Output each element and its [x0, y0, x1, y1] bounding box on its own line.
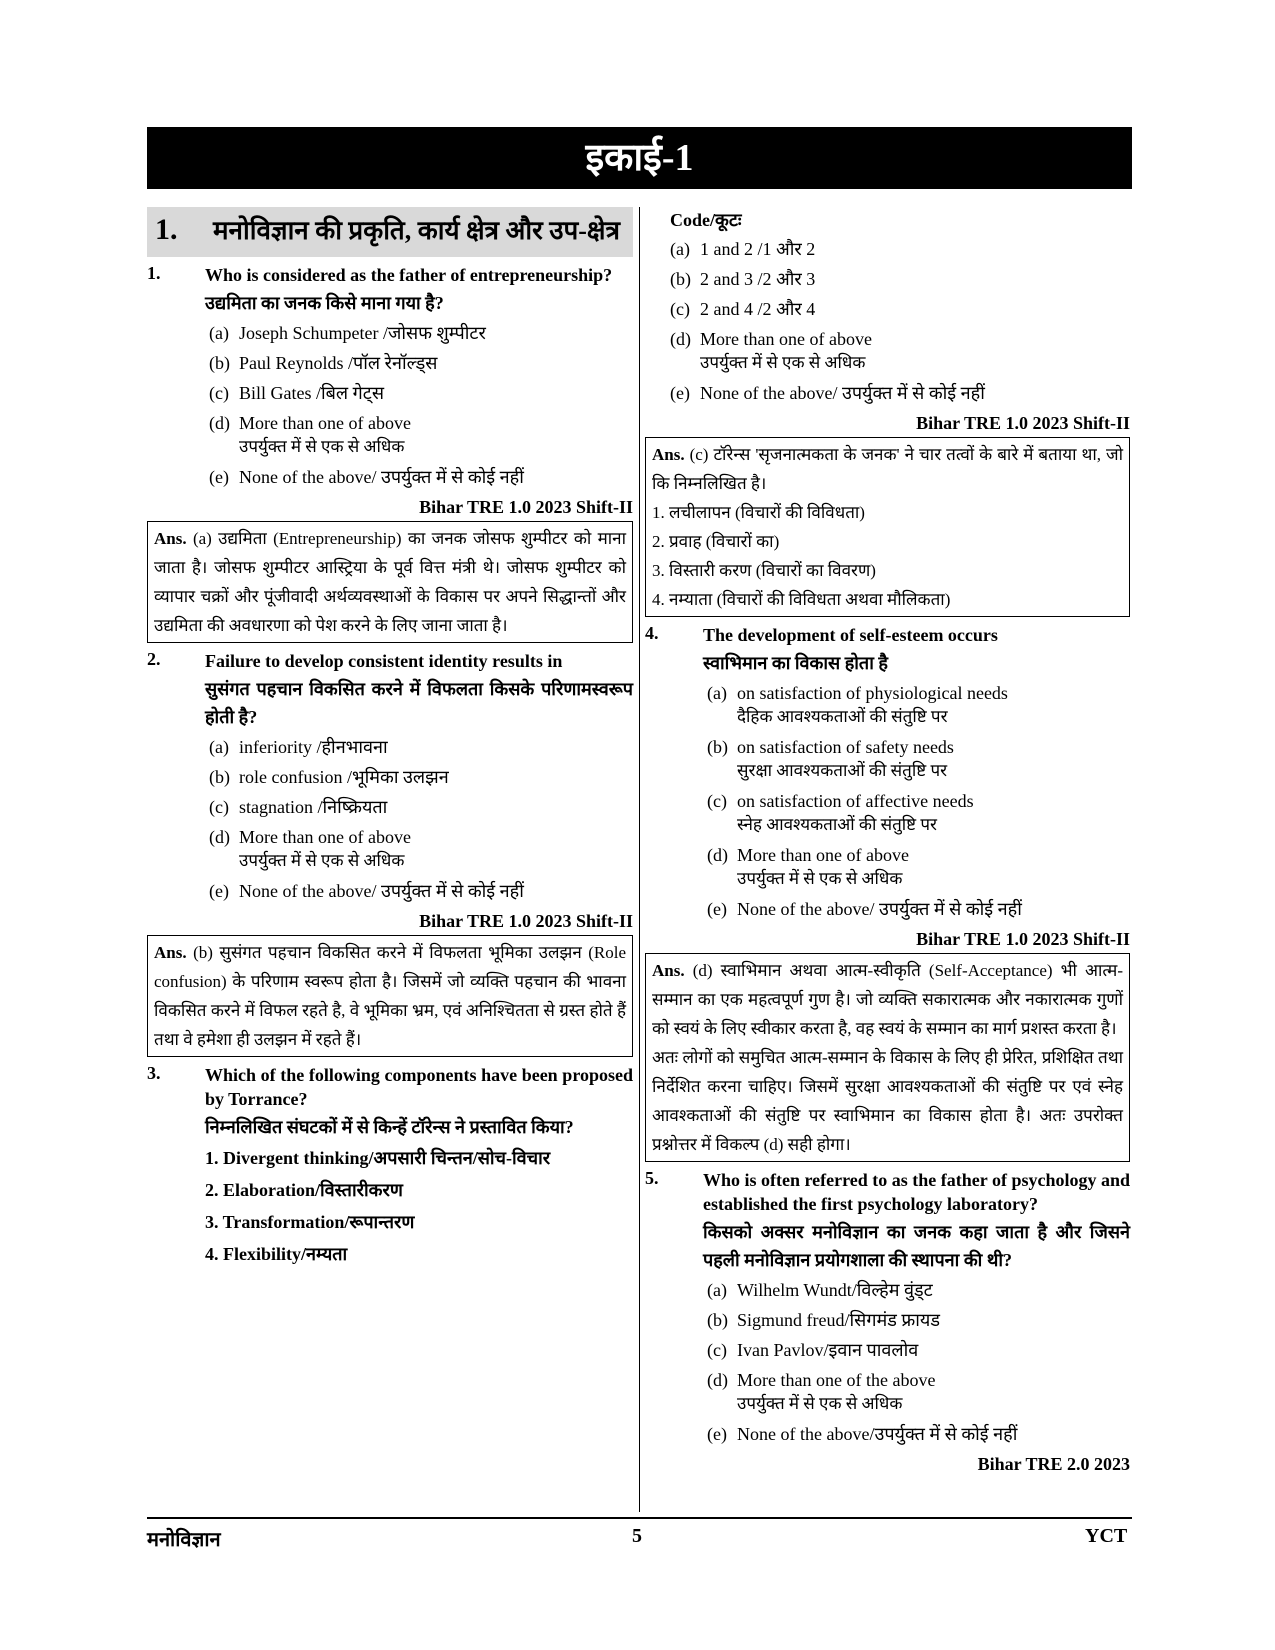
option-text: None of the above/ उपर्युक्त में से कोई नहीं	[737, 899, 1022, 919]
statement-list	[205, 1143, 633, 1269]
option-d	[209, 825, 633, 873]
options-list	[707, 1278, 1130, 1446]
option-subtext: स्नेह आवश्यकताओं की संतुष्टि पर	[737, 815, 937, 834]
option-label: (e)	[707, 899, 727, 919]
option-text: More than one of above	[700, 329, 872, 349]
option-subtext: उपर्युक्त में से एक से अधिक	[239, 851, 405, 870]
option-text: None of the above/ उपर्युक्त में से कोई नहीं	[700, 383, 985, 403]
option-c	[209, 795, 633, 819]
question-source: Bihar TRE 2.0 2023	[977, 1454, 1130, 1474]
answer-text: (c) टॉरेन्स 'सृजनात्मकता के जनक' ने चार तत्वों के बारे में बताया था, जो कि निम्नलिखित है।	[652, 445, 1123, 493]
answer-label: Ans.	[652, 445, 685, 464]
option-text: None of the above/उपर्युक्त में से कोई नहीं	[737, 1424, 1018, 1444]
footer-rule	[147, 1517, 1132, 1519]
unit-banner: इकाई-1	[147, 127, 1132, 189]
question-text-hi: सुसंगत पहचान विकसित करने में विफलता किसके परिणामस्वरूप होती है?	[205, 679, 633, 727]
answer-paragraph: अतः लोगों को समुचित आत्म-सम्मान के विकास के लिए ही प्रेरित, प्रशिक्षित तथा निर्देशित करना चाहिए। जिसमें सुरक्षा आवश्यकताओं की संतुष्टि पर एवं स्नेह आवश्कताओं की संतुष्टि पर स्वाभिमान का विकास होता है। अतः उपरोक्त प्रश्नोत्तर में विकल्प (d) सही होगा।	[652, 1048, 1123, 1154]
question-3	[147, 1063, 633, 1141]
page-number: 5	[632, 1525, 642, 1547]
option-subtext: दैहिक आवश्यकताओं की संतुष्टि पर	[737, 707, 948, 726]
option-text: Joseph Schumpeter /जोसफ शुम्पीटर	[239, 323, 486, 343]
option-c	[707, 789, 1130, 837]
option-label: (e)	[209, 881, 229, 901]
option-text: 2 and 4 /2 और 4	[700, 299, 816, 319]
question-source: Bihar TRE 1.0 2023 Shift-II	[419, 497, 633, 517]
option-label: (c)	[209, 383, 229, 403]
footer-subject: मनोविज्ञान	[147, 1529, 221, 1551]
option-text: None of the above/ उपर्युक्त में से कोई नहीं	[239, 467, 524, 487]
option-label: (c)	[707, 791, 727, 811]
answer-line: 2. प्रवाह (विचारों का)	[652, 532, 780, 551]
options-list	[209, 321, 633, 489]
question-2	[147, 649, 633, 731]
option-e	[209, 465, 633, 489]
column-divider	[639, 207, 640, 1512]
options-list	[209, 735, 633, 903]
option-label: (b)	[707, 737, 728, 757]
answer-text: (b) सुसंगत पहचान विकसित करने में विफलता भूमिका उलझन (Role confusion) के परिणाम स्वरूप होता है। जिसमें जो व्यक्ति पहचान की भावना विकसित करने में विफल रहते है, वे भूमिका भ्रम, एवं अनिश्चितता से ग्रस्त होते हैं तथा वे हमेशा ही उलझन में रहते हैं।	[154, 943, 627, 1049]
option-label: (a)	[670, 239, 690, 259]
option-b	[707, 1308, 1130, 1332]
option-text: Wilhelm Wundt/विल्हेम वुंड्ट	[737, 1280, 933, 1300]
question-text-hi: निम्नलिखित संघटकों में से किन्हें टॉरेन्स ने प्रस्तावित किया?	[205, 1117, 574, 1137]
option-label: (b)	[707, 1310, 728, 1330]
option-label: (d)	[707, 1370, 728, 1390]
answer-line: 1. लचीलापन (विचारों की विविधता)	[652, 503, 865, 522]
option-d	[209, 411, 633, 459]
option-a	[209, 735, 633, 759]
footer-publisher: YCT	[1085, 1525, 1128, 1547]
answer-box	[147, 521, 633, 643]
option-e	[209, 879, 633, 903]
option-b	[670, 267, 1130, 291]
option-text: inferiority /हीनभावना	[239, 737, 388, 757]
section-number: 1.	[155, 213, 178, 246]
question-number: 3.	[147, 1063, 161, 1083]
question-source: Bihar TRE 1.0 2023 Shift-II	[419, 911, 633, 931]
answer-label: Ans.	[652, 961, 685, 980]
option-label: (a)	[209, 323, 229, 343]
option-text: 1 and 2 /1 और 2	[700, 239, 816, 259]
option-label: (e)	[209, 467, 229, 487]
option-label: (a)	[707, 683, 727, 703]
statement-item: 2. Elaboration/विस्तारीकरण	[205, 1180, 403, 1200]
option-text: 2 and 3 /2 और 3	[700, 269, 816, 289]
question-1	[147, 263, 633, 317]
option-c	[670, 297, 1130, 321]
option-text: on satisfaction of affective needs	[737, 791, 974, 811]
question-text-en: Who is considered as the father of entrepreneurship?	[205, 265, 613, 285]
answer-label: Ans.	[154, 529, 187, 548]
question-text-en: The development of self-esteem occurs	[703, 625, 998, 645]
option-text: More than one of above	[737, 845, 909, 865]
question-number: 1.	[147, 263, 161, 283]
option-d	[707, 843, 1130, 891]
option-c	[707, 1338, 1130, 1362]
option-label: (d)	[670, 329, 691, 349]
question-text-en: Failure to develop consistent identity results in	[205, 651, 563, 671]
answer-line: 4. नम्याता (विचारों की विविधता अथवा मौलिकता)	[652, 590, 951, 609]
option-label: (c)	[670, 299, 690, 319]
option-c	[209, 381, 633, 405]
option-subtext: उपर्युक्त में से एक से अधिक	[239, 437, 405, 456]
option-a	[707, 1278, 1130, 1302]
option-a	[707, 681, 1130, 729]
option-subtext: उपर्युक्त में से एक से अधिक	[737, 869, 903, 888]
answer-text: (d) स्वाभिमान अथवा आत्म-स्वीकृति (Self-Acceptance) भी आत्म-सम्मान का एक महत्वपूर्ण गुण है। जो व्यक्ति सकारात्मक और नकारात्मक गुणों को स्वयं के लिए स्वीकार करता है, वह स्वयं के सम्मान का मार्ग प्रशस्त करता है।	[652, 961, 1124, 1038]
option-label: (d)	[209, 827, 230, 847]
option-text: Ivan Pavlov/इवान पावलोव	[737, 1340, 919, 1360]
question-source: Bihar TRE 1.0 2023 Shift-II	[916, 929, 1130, 949]
option-text: on satisfaction of safety needs	[737, 737, 954, 757]
answer-box	[645, 437, 1130, 617]
option-text: More than one of above	[239, 827, 411, 847]
options-list	[670, 237, 1130, 405]
left-column	[147, 207, 633, 1269]
section-title: मनोविज्ञान की प्रकृति, कार्य क्षेत्र और उप-क्षेत्र	[213, 216, 620, 245]
answer-text: (a) उद्यमिता (Entrepreneurship) का जनक जोसफ शुम्पीटर को माना जाता है। जोसफ शुम्पीटर आस्ट्रिया के पूर्व वित्त मंत्री थे। जोसफ शुम्पीटर को व्यापार चक्रों और पूंजीवादी अर्थव्यवस्थाओं के विकास पर अपने सिद्धान्तों और उद्यमिता की अवधारणा को पेश करने के लिए जाना जाता है।	[154, 529, 627, 635]
option-a	[670, 237, 1130, 261]
options-list	[707, 681, 1130, 921]
question-source: Bihar TRE 1.0 2023 Shift-II	[916, 413, 1130, 433]
code-label: Code/कूटः	[670, 210, 742, 230]
option-b	[707, 735, 1130, 783]
option-label: (c)	[209, 797, 229, 817]
option-label: (a)	[707, 1280, 727, 1300]
option-b	[209, 765, 633, 789]
option-text: on satisfaction of physiological needs	[737, 683, 1008, 703]
option-text: role confusion /भूमिका उलझन	[239, 767, 449, 787]
statement-item: 1. Divergent thinking/अपसारी चिन्तन/सोच-विचार	[205, 1148, 551, 1168]
option-d	[707, 1368, 1130, 1416]
option-b	[209, 351, 633, 375]
answer-line: 3. विस्तारी करण (विचारों का विवरण)	[652, 561, 876, 580]
option-label: (a)	[209, 737, 229, 757]
question-text-hi: उद्यमिता का जनक किसे माना गया है?	[205, 293, 444, 313]
question-number: 2.	[147, 649, 161, 669]
option-a	[209, 321, 633, 345]
question-text-en: Who is often referred to as the father of psychology and established the first psychology laboratory?	[703, 1170, 1130, 1214]
option-subtext: उपर्युक्त में से एक से अधिक	[737, 1394, 903, 1413]
option-text: More than one of above	[239, 413, 411, 433]
question-4	[645, 623, 1130, 677]
question-text-en: Which of the following components have been proposed by Torrance?	[205, 1065, 633, 1109]
option-text: Sigmund freud/सिगमंड फ्रायड	[737, 1310, 940, 1330]
option-e	[707, 1422, 1130, 1446]
option-text: Bill Gates /बिल गेट्स	[239, 383, 385, 403]
question-number: 4.	[645, 623, 659, 643]
option-label: (b)	[209, 353, 230, 373]
option-text: None of the above/ उपर्युक्त में से कोई नहीं	[239, 881, 524, 901]
option-label: (b)	[209, 767, 230, 787]
option-label: (b)	[670, 269, 691, 289]
option-subtext: सुरक्षा आवश्यकताओं की संतुष्टि पर	[737, 761, 948, 780]
option-text: Paul Reynolds /पॉल रेनॉल्ड्स	[239, 353, 438, 373]
option-label: (d)	[707, 845, 728, 865]
statement-item: 4. Flexibility/नम्यता	[205, 1244, 348, 1264]
right-column	[645, 207, 1130, 1476]
answer-box	[645, 953, 1130, 1162]
question-5	[645, 1168, 1130, 1274]
answer-box	[147, 935, 633, 1057]
option-label: (c)	[707, 1340, 727, 1360]
option-subtext: उपर्युक्त में से एक से अधिक	[700, 353, 866, 372]
option-text: stagnation /निष्क्रियता	[239, 797, 388, 817]
statement-item: 3. Transformation/रूपान्तरण	[205, 1212, 415, 1232]
option-label: (e)	[670, 383, 690, 403]
answer-label: Ans.	[154, 943, 187, 962]
question-text-hi: स्वाभिमान का विकास होता है	[703, 653, 888, 673]
option-label: (e)	[707, 1424, 727, 1444]
option-e	[707, 897, 1130, 921]
option-d	[670, 327, 1130, 375]
option-label: (d)	[209, 413, 230, 433]
option-e	[670, 381, 1130, 405]
question-number: 5.	[645, 1168, 659, 1188]
question-text-hi: किसको अक्सर मनोविज्ञान का जनक कहा जाता है और जिसने पहली मनोविज्ञान प्रयोगशाला की स्थापना की थी?	[703, 1222, 1130, 1270]
option-text: More than one of the above	[737, 1370, 936, 1390]
section-heading	[147, 207, 633, 257]
